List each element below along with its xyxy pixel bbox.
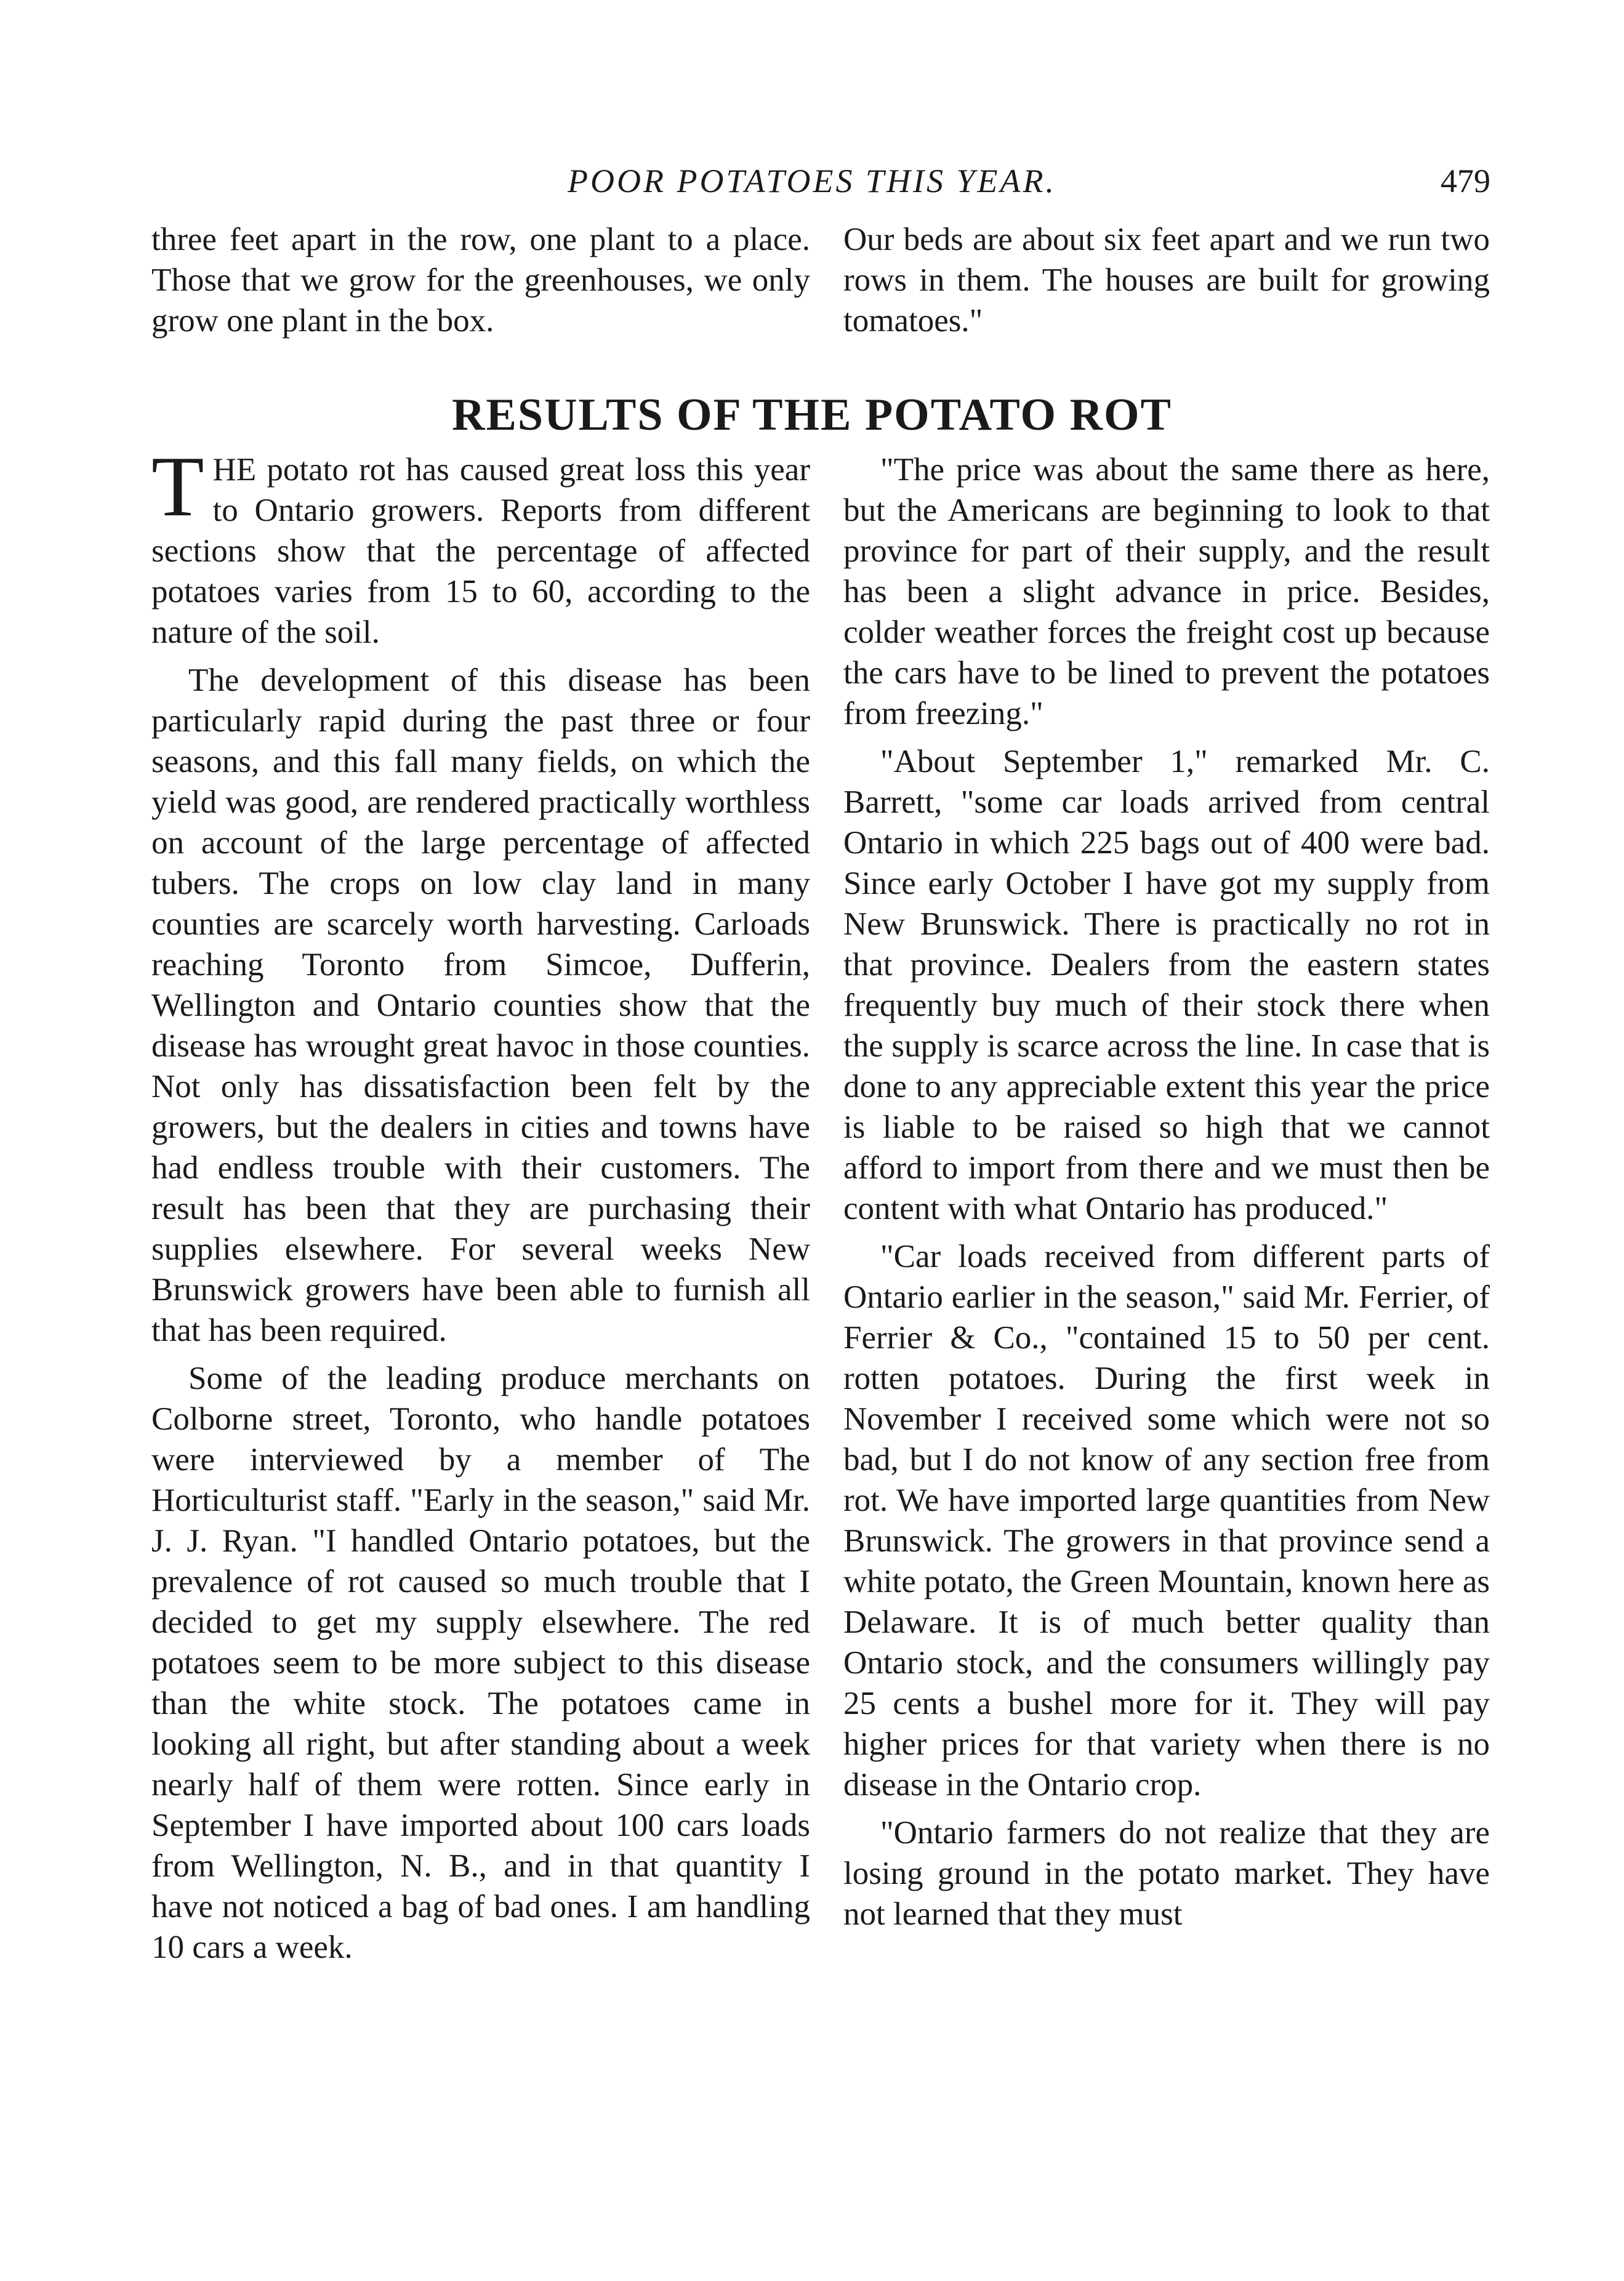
article-column-left bbox=[151, 439, 810, 1975]
paragraph: "Ontario farmers do not realize that they are losing ground in the potato market. They have not learned that they must bbox=[843, 1815, 1490, 1932]
article-heading: RESULTS OF THE POTATO ROT bbox=[452, 390, 1172, 440]
lead-paragraph bbox=[151, 439, 810, 653]
running-head: POOR POTATOES THIS YEAR. bbox=[568, 163, 1056, 199]
paragraph: "The price was about the same there as here, but the Americans are beginning to look to that province for part of their supply, and the result has been a slight advance in price. Besides, colder weather forces the freight cost up because the cars have to be lined to prevent the potatoes from freezing." bbox=[843, 452, 1490, 731]
paragraph: "Car loads received from different parts of Ontario earlier in the season," said Mr. Ferrier, of Ferrier & Co., "contained 15 to 50 per cent. rotten potatoes. During the first week in November I received some which were not so bad, but I do not know of any section free from rot. We have imported large quantities from New Brunswick. The growers in that province send a white potato, the Green Mountain, known here as Delaware. It is of much better quality than Ontario stock, and the consumers willingly pay 25 cents a bushel more for it. They will pay higher prices for that variety when there is no disease in the Ontario crop. bbox=[843, 1239, 1490, 1803]
continued-text-right bbox=[843, 219, 1490, 348]
paragraph: Some of the leading produce merchants on Colborne street, Toronto, who handle potatoes were interviewed by a member of The Horticulturist staff. "Early in the season," said Mr. J. J. Ryan. "I handled Ontario potatoes, but the prevalence of rot caused so much trouble that I decided to get my supply elsewhere. The red potatoes seem to be more subject to this disease than the white stock. The potatoes came in looking all right, but after standing about a week nearly half of them were rotten. Since early in September I have imported about 100 cars loads from Wellington, N. B., and in that quantity I have not noticed a bag of bad ones. I am handling 10 cars a week. bbox=[151, 1361, 810, 1965]
paragraph: Our beds are about six feet apart and we run two rows in them. The houses are built for growing tomatoes." bbox=[843, 222, 1490, 339]
paragraph: "About September 1," remarked Mr. C. Barrett, "some car loads arrived from central Ontario in which 225 bags out of 400 were bad. Since early October I have got my supply from New Brunswick. There is practically no rot in that province. Dealers from the eastern states frequently buy much of their stock there when the supply is scarce across the line. In case that is done to any appreciable extent this year the price is liable to be raised so high that we cannot afford to import from there and we must then be content with what Ontario has produced." bbox=[843, 744, 1490, 1226]
paragraph: three feet apart in the row, one plant to a place. Those that we grow for the greenhouses, we only grow one plant in the box. bbox=[151, 222, 810, 339]
article-column-right bbox=[843, 449, 1490, 1942]
lead-paragraph-text: HE potato rot has caused great loss this year to Ontario growers. Reports from different sections show that the percentage of affected potatoes varies from 15 to 60, according to the nature of the soil. bbox=[151, 452, 810, 650]
page-number: 479 bbox=[1441, 163, 1490, 199]
drop-cap: T bbox=[151, 439, 204, 534]
paragraph: The development of this disease has been particularly rapid during the past three or four seasons, and this fall many fields, on which the yield was good, are rendered practically worthless on account of the large percentage of affected tubers. The crops on low clay land in many counties are scarcely worth harvesting. Carloads reaching Toronto from Simcoe, Dufferin, Wellington and Ontario counties show that the disease has wrought great havoc in those counties. Not only has dissatisfaction been felt by the growers, but the dealers in cities and towns have had endless trouble with their customers. The result has been that they are purchasing their supplies elsewhere. For several weeks New Brunswick growers have been able to furnish all that has been required. bbox=[151, 662, 810, 1348]
continued-text-left bbox=[151, 219, 810, 348]
